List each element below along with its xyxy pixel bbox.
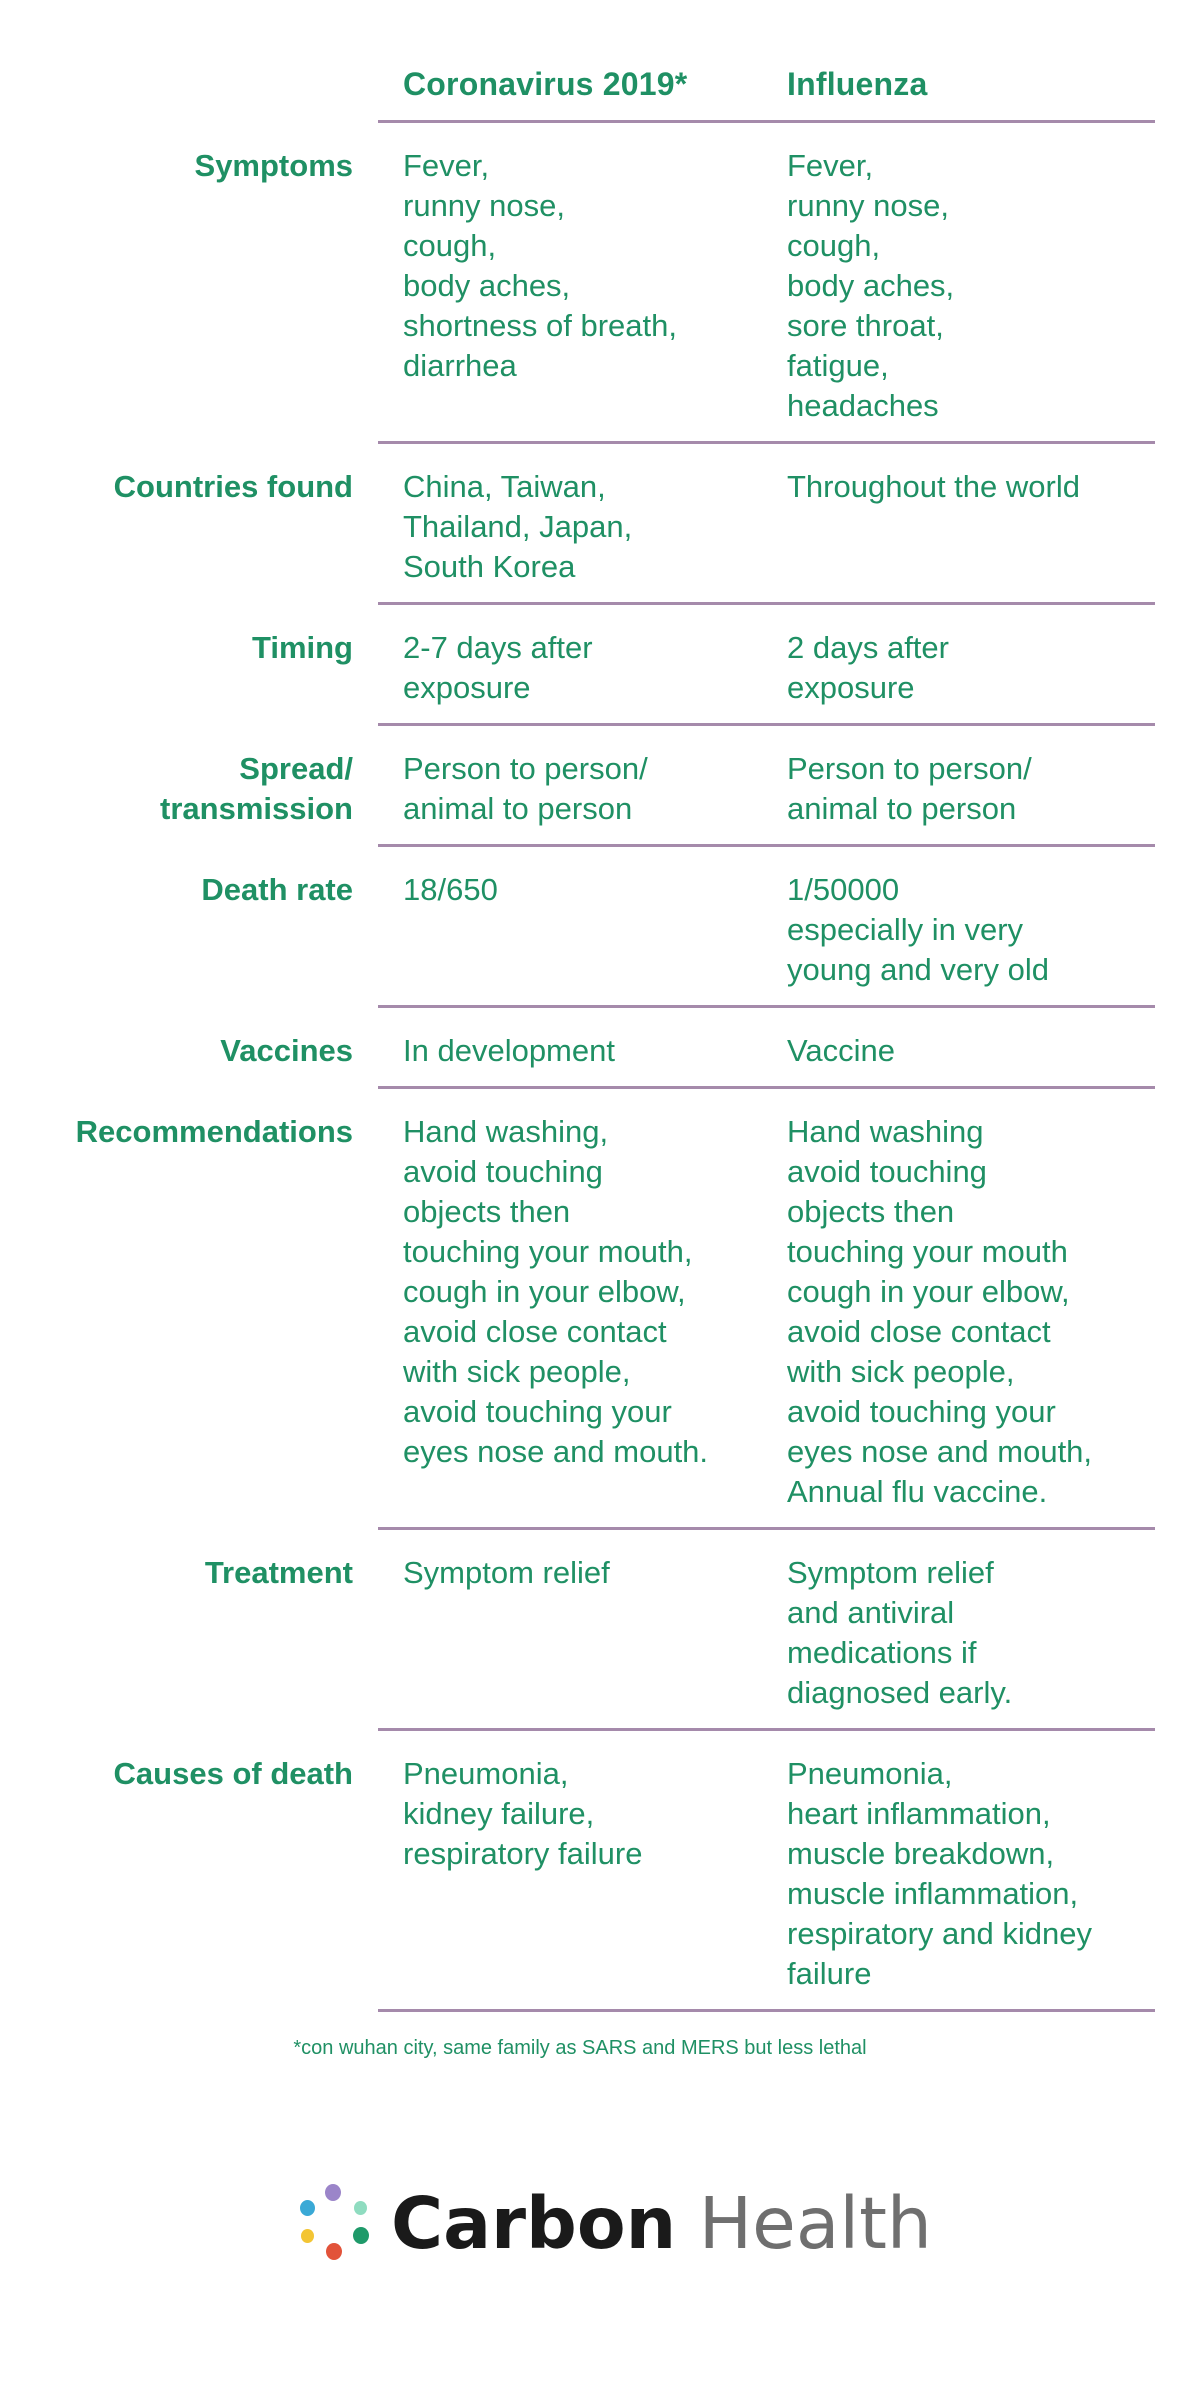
table-row (0, 723, 1185, 844)
cell-coronavirus: 2-7 days after exposure (403, 630, 593, 705)
logo-dot-purple (325, 2184, 341, 2201)
logo-wordmark (391, 2184, 932, 2264)
cell-coronavirus: Person to person/ animal to person (403, 751, 648, 826)
cell-influenza: Throughout the world (787, 469, 1080, 504)
cell-coronavirus: In development (403, 1033, 615, 1068)
row-divider (378, 602, 1155, 605)
row-divider (378, 723, 1155, 726)
row-content (0, 441, 1185, 602)
table-row (0, 441, 1185, 602)
logo-word-carbon: Carbon (391, 2182, 677, 2265)
cell-influenza: Vaccine (787, 1033, 895, 1068)
row-content (0, 120, 1185, 441)
logo-dot-blue (300, 2200, 315, 2216)
cell-influenza: 1/50000 especially in very young and very old (787, 872, 1049, 987)
logo-dot-red (326, 2243, 342, 2260)
row-divider (378, 1086, 1155, 1089)
table-row (0, 1005, 1185, 1086)
cell-influenza: 2 days after exposure (787, 630, 949, 705)
column-header-coronavirus: Coronavirus 2019* (403, 66, 688, 102)
table-body (0, 120, 1185, 2009)
table-row (0, 1527, 1185, 1728)
cell-influenza: Person to person/ animal to person (787, 751, 1032, 826)
row-label: Recommendations (75, 1114, 353, 1149)
column-header-influenza: Influenza (787, 66, 928, 102)
table-row (0, 844, 1185, 1005)
logo-dot-yellow (301, 2229, 314, 2243)
footnote: *con wuhan city, same family as SARS and MERS but less lethal (293, 2037, 867, 2059)
cell-influenza: Fever, runny nose, cough, body aches, sore throat, fatigue, headaches (787, 148, 955, 423)
row-label: Death rate (201, 872, 353, 907)
row-content (0, 1005, 1185, 1086)
table-row (0, 120, 1185, 441)
table-header (0, 64, 1185, 122)
row-divider (378, 844, 1155, 847)
row-label: Treatment (204, 1555, 353, 1590)
table-row (0, 1086, 1185, 1527)
row-divider (378, 1728, 1155, 1731)
row-divider (378, 1005, 1155, 1008)
logo-word-health: Health (698, 2182, 932, 2265)
cell-influenza: Hand washing avoid touching objects then touching your mouth cough in your elbow, avoid close contact with sick people, avoid touching your eyes nose and mouth, Annual flu vaccine. (787, 1114, 1093, 1509)
table-row (0, 1728, 1185, 2009)
row-label: Symptoms (194, 148, 353, 183)
carbon-health-logo (290, 2170, 932, 2280)
row-label: Timing (251, 630, 353, 665)
cell-coronavirus: Pneumonia, kidney failure, respiratory failure (403, 1756, 643, 1871)
row-content (0, 844, 1185, 1005)
row-content (0, 1728, 1185, 2009)
row-content (0, 723, 1185, 844)
row-label: Causes of death (113, 1756, 353, 1791)
cell-coronavirus: Hand washing, avoid touching objects then touching your mouth, cough in your elbow, avoid close contact with sick people, avoid touching your eyes nose and mouth. (403, 1114, 709, 1469)
row-content (0, 1527, 1185, 1728)
cell-influenza: Pneumonia, heart inflammation, muscle breakdown, muscle inflammation, respiratory and kidney failure (787, 1756, 1092, 1991)
row-content (0, 1086, 1185, 1527)
row-label: Countries found (113, 469, 353, 504)
row-label: Spread/ transmission (160, 751, 353, 826)
table-row (0, 602, 1185, 723)
cell-coronavirus: China, Taiwan, Thailand, Japan, South Korea (403, 469, 633, 584)
cell-coronavirus: 18/650 (403, 872, 498, 907)
cell-influenza: Symptom relief and antiviral medications if diagnosed early. (787, 1555, 1013, 1710)
row-divider (378, 1527, 1155, 1530)
row-label: Vaccines (220, 1033, 353, 1068)
row-content (0, 602, 1185, 723)
cell-coronavirus: Fever, runny nose, cough, body aches, shortness of breath, diarrhea (403, 148, 677, 383)
logo-dot-green (353, 2227, 369, 2244)
cell-coronavirus: Symptom relief (403, 1555, 610, 1590)
row-divider (378, 2009, 1155, 2012)
logo-dot-mint (354, 2201, 367, 2215)
row-divider (378, 120, 1155, 123)
row-divider (378, 441, 1155, 444)
